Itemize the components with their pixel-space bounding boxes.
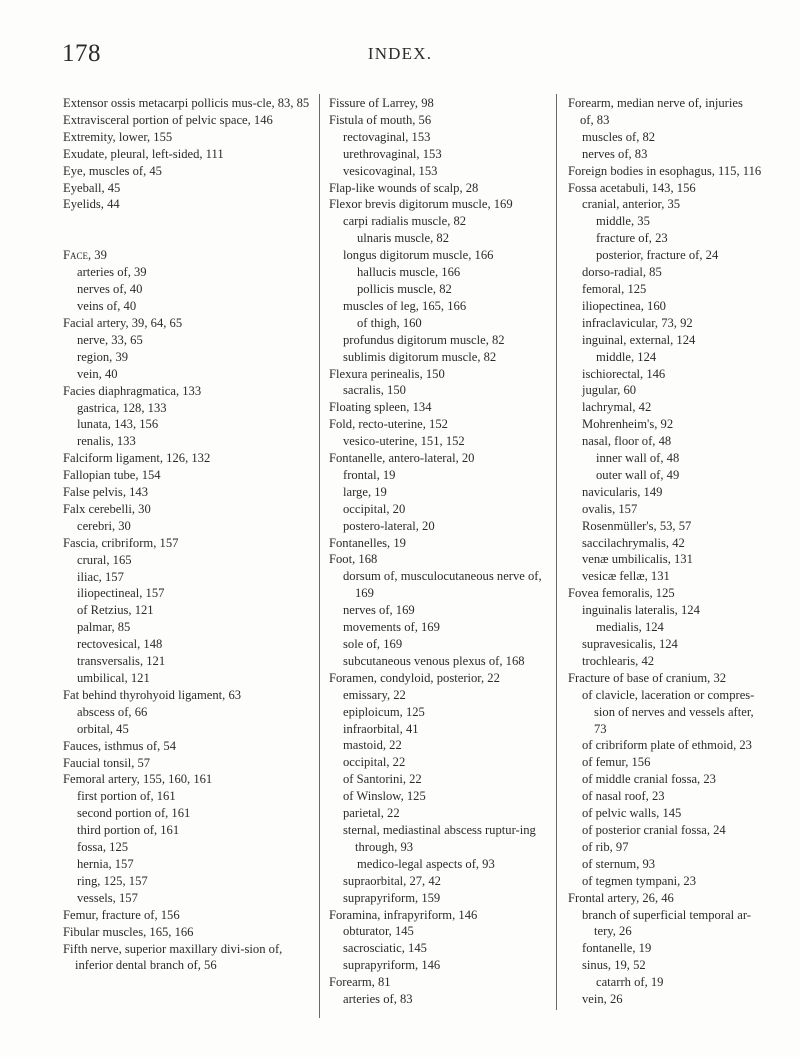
index-subentry: of clavicle, laceration or compres-sion of nerves and vessels after, 73 xyxy=(582,687,755,736)
index-subentry: vesicovaginal, 153 xyxy=(343,163,438,178)
index-subentry: vesico-uterine, 151, 152 xyxy=(343,434,465,449)
index-subentry: movements of, 169 xyxy=(343,620,440,635)
index-subentry: sacralis, 150 xyxy=(343,383,406,398)
index-subentry: vessels, 157 xyxy=(77,890,138,905)
index-subentry: branch of superficial temporal ar-tery, 26 xyxy=(582,907,751,939)
index-subentry: profundus digitorum muscle, 82 xyxy=(343,332,505,347)
index-subentry: longus digitorum muscle, 166 xyxy=(343,248,494,263)
index-subentry: ring, 125, 157 xyxy=(77,873,148,888)
index-subentry: ischiorectal, 146 xyxy=(582,366,666,381)
index-subentry: suprapyriform, 159 xyxy=(343,890,441,905)
index-entry: Fracture of base of cranium, 32 xyxy=(568,670,727,685)
index-subentry: ulnaris muscle, 82 xyxy=(357,231,449,246)
index-subentry: region, 39 xyxy=(77,349,129,364)
index-subentry: nerves of, 169 xyxy=(343,603,415,618)
index-subentry: supravesicalis, 124 xyxy=(582,637,678,651)
index-subentry: subcutaneous venous plexus of, 168 xyxy=(343,653,525,668)
index-subentry: arteries of, 39 xyxy=(77,265,147,280)
index-entry: Frontal artery, 26, 46 xyxy=(568,890,674,905)
index-subentry: of posterior cranial fossa, 24 xyxy=(582,822,726,837)
index-subentry: iliopectinea, 160 xyxy=(582,298,666,313)
index-subentry: of tegmen tympani, 23 xyxy=(582,873,697,888)
index-subentry: suprapyriform, 146 xyxy=(343,958,441,973)
index-subentry: of sternum, 93 xyxy=(582,856,656,871)
index-subentry: lachrymal, 42 xyxy=(582,400,652,415)
index-subentry: Rosenmüller's, 53, 57 xyxy=(582,518,692,533)
index-entry: Flexura perinealis, 150 xyxy=(329,366,445,381)
index-subentry: mastoid, 22 xyxy=(343,738,402,753)
index-subentry: jugular, 60 xyxy=(582,383,637,398)
index-entry: Forearm, median nerve of, injuries of, 83 xyxy=(568,96,743,127)
index-subentry: occipital, 20 xyxy=(343,501,406,516)
index-subentry: infraorbital, 41 xyxy=(343,721,419,736)
index-subentry: crural, 165 xyxy=(77,552,132,567)
index-subentry: renalis, 133 xyxy=(77,434,136,449)
index-entry: Flexor brevis digitorum muscle, 169 xyxy=(329,197,513,212)
index-entry: Faucial tonsil, 57 xyxy=(63,755,151,770)
index-subentry: infraclavicular, 73, 92 xyxy=(582,315,693,330)
index-subentry: occipital, 22 xyxy=(343,755,406,770)
index-subentry: of Winslow, 125 xyxy=(343,789,426,804)
index-subentry: rectovaginal, 153 xyxy=(343,129,431,144)
index-subentry: of cribriform plate of ethmoid, 23 xyxy=(582,738,752,753)
index-subentry: of Retzius, 121 xyxy=(77,603,154,618)
index-subentry: inner wall of, 48 xyxy=(596,451,680,466)
index-subentry: muscles of leg, 165, 166 xyxy=(343,298,467,313)
index-column-2 xyxy=(329,95,554,1008)
section-gap xyxy=(63,213,313,247)
index-subentry: lunata, 143, 156 xyxy=(77,417,159,432)
column-divider-1 xyxy=(319,94,320,1018)
index-entry: Extravisceral portion of pelvic space, 146 xyxy=(63,112,273,127)
index-subentry: hallucis muscle, 166 xyxy=(357,265,461,280)
index-entry: Exudate, pleural, left-sided, 111 xyxy=(63,146,224,161)
index-subentry: of middle cranial fossa, 23 xyxy=(582,772,716,787)
index-subentry: sinus, 19, 52 xyxy=(582,958,646,973)
index-entry: Foreign bodies in esophagus, 115, 116 xyxy=(568,163,762,178)
index-subentry: first portion of, 161 xyxy=(77,789,176,804)
index-entry: Foot, 168 xyxy=(329,552,378,567)
index-subentry: femoral, 125 xyxy=(582,281,647,296)
page-header xyxy=(0,40,800,70)
index-subentry: urethrovaginal, 153 xyxy=(343,146,442,161)
index-subentry: middle, 35 xyxy=(596,214,650,229)
index-subentry: muscles of, 82 xyxy=(582,129,656,144)
index-subentry: nerves of, 40 xyxy=(77,282,143,297)
index-subentry: umbilical, 121 xyxy=(77,671,150,685)
index-entry: Fauces, isthmus of, 54 xyxy=(63,738,176,753)
index-subentry: frontal, 19 xyxy=(343,467,396,482)
index-entry: Face, 39 xyxy=(63,248,107,263)
index-entry: Facial artery, 39, 64, 65 xyxy=(63,315,183,330)
index-entry: Extremity, lower, 155 xyxy=(63,129,173,144)
index-subentry: venæ umbilicalis, 131 xyxy=(582,552,693,567)
index-subentry: supraorbital, 27, 42 xyxy=(343,873,441,888)
index-subentry: Mohrenheim's, 92 xyxy=(582,417,674,432)
index-entry: Fontanelle, antero-lateral, 20 xyxy=(329,451,475,466)
index-subentry: postero-lateral, 20 xyxy=(343,518,435,533)
index-subentry: fontanelle, 19 xyxy=(582,941,652,956)
index-subentry: sternal, mediastinal abscess ruptur-ing through, 93 xyxy=(343,822,536,854)
index-subentry: second portion of, 161 xyxy=(77,806,191,821)
index-entry: Fovea femoralis, 125 xyxy=(568,586,675,601)
index-subentry: hernia, 157 xyxy=(77,856,134,871)
index-subentry: epiploicum, 125 xyxy=(343,704,425,719)
index-subentry: abscess of, 66 xyxy=(77,704,148,719)
index-subentry: dorso-radial, 85 xyxy=(582,265,662,280)
index-subentry: of rib, 97 xyxy=(582,839,629,854)
index-subentry: carpi radialis muscle, 82 xyxy=(343,214,467,229)
index-entry: Fold, recto-uterine, 152 xyxy=(329,417,448,432)
index-subentry: pollicis muscle, 82 xyxy=(357,281,452,296)
index-subentry: of pelvic walls, 145 xyxy=(582,806,682,821)
index-subentry: posterior, fracture of, 24 xyxy=(596,248,719,263)
index-entry: Fibular muscles, 165, 166 xyxy=(63,924,194,939)
index-entry: Fifth nerve, superior maxillary divi-sion of, inferior dental branch of, 56 xyxy=(63,941,283,973)
index-entry: Flap-like wounds of scalp, 28 xyxy=(329,180,479,195)
column-divider-2 xyxy=(556,94,557,1010)
index-subentry: saccilachrymalis, 42 xyxy=(582,535,685,550)
index-subentry: vein, 26 xyxy=(582,992,623,1007)
index-column-3 xyxy=(568,95,762,1008)
index-subentry: arteries of, 83 xyxy=(343,992,413,1007)
index-subentry: gastrica, 128, 133 xyxy=(77,400,167,415)
index-entry: Fossa acetabuli, 143, 156 xyxy=(568,180,696,195)
index-subentry: inguinal, external, 124 xyxy=(582,332,696,347)
index-entry: Floating spleen, 134 xyxy=(329,400,432,415)
index-entry: Foramina, infrapyriform, 146 xyxy=(329,907,478,922)
index-subentry: navicularis, 149 xyxy=(582,484,663,499)
index-subentry: sublimis digitorum muscle, 82 xyxy=(343,349,497,364)
index-subentry: dorsum of, musculocutaneous nerve of, 169 xyxy=(343,569,542,601)
index-subentry: iliac, 157 xyxy=(77,569,124,584)
index-subentry: of Santorini, 22 xyxy=(343,772,422,787)
index-subentry: nasal, floor of, 48 xyxy=(582,434,672,449)
index-subentry: fossa, 125 xyxy=(77,840,129,855)
page-number: 178 xyxy=(62,40,101,67)
index-subentry: transversalis, 121 xyxy=(77,654,166,669)
index-entry: Extensor ossis metacarpi pollicis mus-cle, 83, 85 xyxy=(63,96,310,110)
index-entry: Eyelids, 44 xyxy=(63,197,120,212)
index-subentry: fracture of, 23 xyxy=(596,231,668,246)
index-subentry: large, 19 xyxy=(343,484,387,499)
index-subentry: cranial, anterior, 35 xyxy=(582,197,681,212)
index-subentry: of femur, 156 xyxy=(582,755,651,770)
index-subentry: iliopectineal, 157 xyxy=(77,586,165,601)
index-entry: Facies diaphragmatica, 133 xyxy=(63,383,202,398)
index-subentry: vein, 40 xyxy=(77,366,118,381)
index-column-1 xyxy=(63,95,313,974)
index-subentry: trochlearis, 42 xyxy=(582,653,655,668)
index-subentry: palmar, 85 xyxy=(77,620,131,635)
index-subentry: vesicæ fellæ, 131 xyxy=(582,569,670,584)
index-entry: Fissure of Larrey, 98 xyxy=(329,96,434,110)
index-entry: Falciform ligament, 126, 132 xyxy=(63,451,211,466)
index-subentry: inguinalis lateralis, 124 xyxy=(582,603,700,618)
index-subentry: medico-legal aspects of, 93 xyxy=(357,856,495,871)
index-entry: Falx cerebelli, 30 xyxy=(63,501,151,516)
index-entry: Fat behind thyrohyoid ligament, 63 xyxy=(63,687,242,702)
index-entry: Femoral artery, 155, 160, 161 xyxy=(63,772,213,787)
index-entry: Foramen, condyloid, posterior, 22 xyxy=(329,670,500,685)
index-entry: Eye, muscles of, 45 xyxy=(63,163,162,178)
index-subentry: ovalis, 157 xyxy=(582,501,638,516)
index-entry: False pelvis, 143 xyxy=(63,485,149,500)
index-subentry: catarrh of, 19 xyxy=(596,975,664,990)
index-entry: Forearm, 81 xyxy=(329,975,391,990)
index-subentry: sacrosciatic, 145 xyxy=(343,941,427,956)
index-entry: Fallopian tube, 154 xyxy=(63,468,161,483)
index-entry: Femur, fracture of, 156 xyxy=(63,907,180,922)
index-subentry: orbital, 45 xyxy=(77,721,129,736)
index-subentry: emissary, 22 xyxy=(343,687,406,702)
index-entry: Fontanelles, 19 xyxy=(329,535,406,550)
index-subentry: third portion of, 161 xyxy=(77,823,180,838)
index-subentry: medialis, 124 xyxy=(596,620,664,635)
running-head: INDEX. xyxy=(367,44,433,63)
index-subentry: rectovesical, 148 xyxy=(77,637,163,652)
index-entry: Eyeball, 45 xyxy=(63,180,121,195)
index-subentry: middle, 124 xyxy=(596,349,657,364)
index-entry: Fascia, cribriform, 157 xyxy=(63,535,179,550)
index-subentry: obturator, 145 xyxy=(343,924,414,939)
index-subentry: of thigh, 160 xyxy=(357,315,422,330)
index-subentry: outer wall of, 49 xyxy=(596,467,680,482)
index-subentry: of nasal roof, 23 xyxy=(582,789,665,804)
index-subentry: parietal, 22 xyxy=(343,806,400,821)
index-subentry: nerve, 33, 65 xyxy=(77,332,143,347)
index-subentry: nerves of, 83 xyxy=(582,146,648,161)
index-subentry: sole of, 169 xyxy=(343,637,403,651)
index-entry: Fistula of mouth, 56 xyxy=(329,112,432,127)
index-subentry: cerebri, 30 xyxy=(77,518,131,533)
index-subentry: veins of, 40 xyxy=(77,299,137,314)
